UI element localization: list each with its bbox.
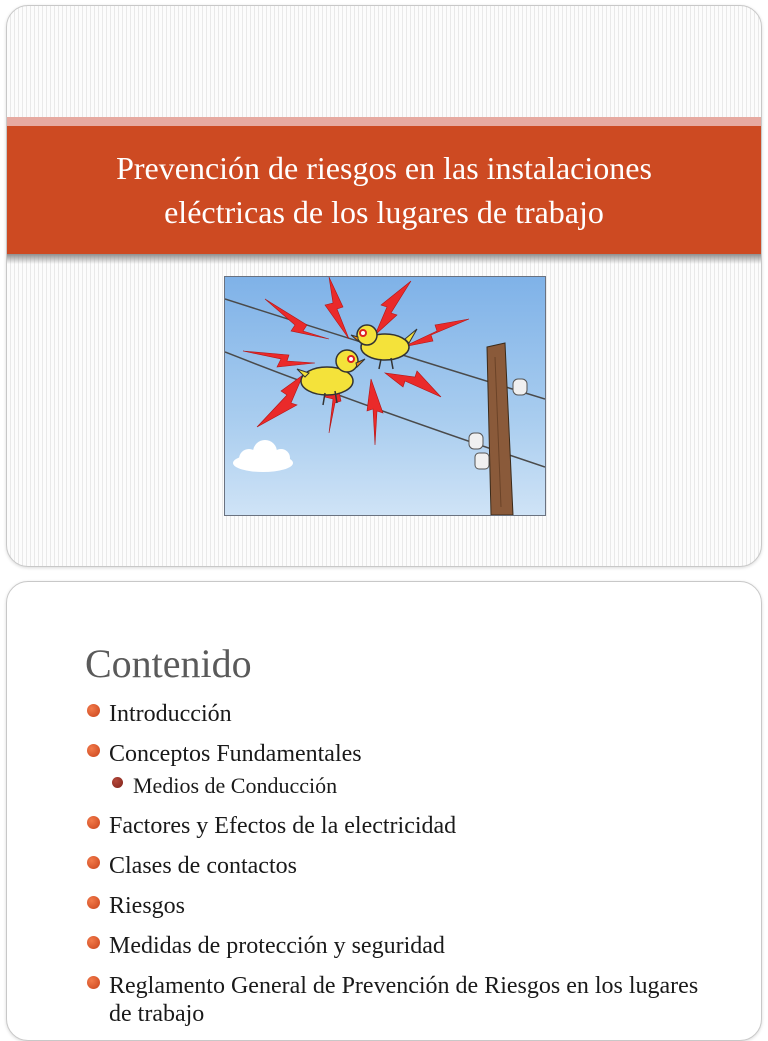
bullet-dot-icon xyxy=(87,856,100,869)
title-slide xyxy=(6,5,762,567)
illustration-image xyxy=(225,277,545,515)
list-item-label: Medios de Conducción xyxy=(133,773,338,798)
list-item xyxy=(85,932,725,960)
title-band-shadow xyxy=(7,254,761,264)
list-item xyxy=(85,972,725,1028)
sub-bullet-dot-icon xyxy=(112,777,123,788)
content-heading: Contenido xyxy=(85,641,252,686)
bullet-dot-icon xyxy=(87,816,100,829)
bullet-dot-icon xyxy=(87,976,100,989)
list-item xyxy=(85,700,725,728)
list-item xyxy=(85,812,725,840)
slide-title: Prevención de riesgos en las instalaciones eléctricas de los lugares de trabajo xyxy=(116,150,652,230)
list-item xyxy=(85,740,725,768)
list-item-label: Introducción xyxy=(109,701,232,727)
list-item xyxy=(85,852,725,880)
list-item xyxy=(85,892,725,920)
bullet-dot-icon xyxy=(87,704,100,717)
content-list xyxy=(85,700,725,1040)
title-band xyxy=(7,126,761,254)
title-band-accent xyxy=(7,117,761,126)
list-item-label: Conceptos Fundamentales xyxy=(109,741,362,767)
content-slide xyxy=(6,581,762,1041)
list-item-label: Reglamento General de Prevención de Riesgos en los lugares de trabajo xyxy=(109,973,699,1027)
illustration-birds-power-line xyxy=(224,276,546,516)
list-item-label: Factores y Efectos de la electricidad xyxy=(109,813,457,839)
bullet-dot-icon xyxy=(87,896,100,909)
list-item-label: Riesgos xyxy=(109,893,186,919)
bullet-dot-icon xyxy=(87,936,100,949)
list-item-label: Clases de contactos xyxy=(109,853,297,879)
bullet-dot-icon xyxy=(87,744,100,757)
list-subitem xyxy=(85,772,725,800)
list-item-label: Medidas de protección y seguridad xyxy=(109,933,445,959)
